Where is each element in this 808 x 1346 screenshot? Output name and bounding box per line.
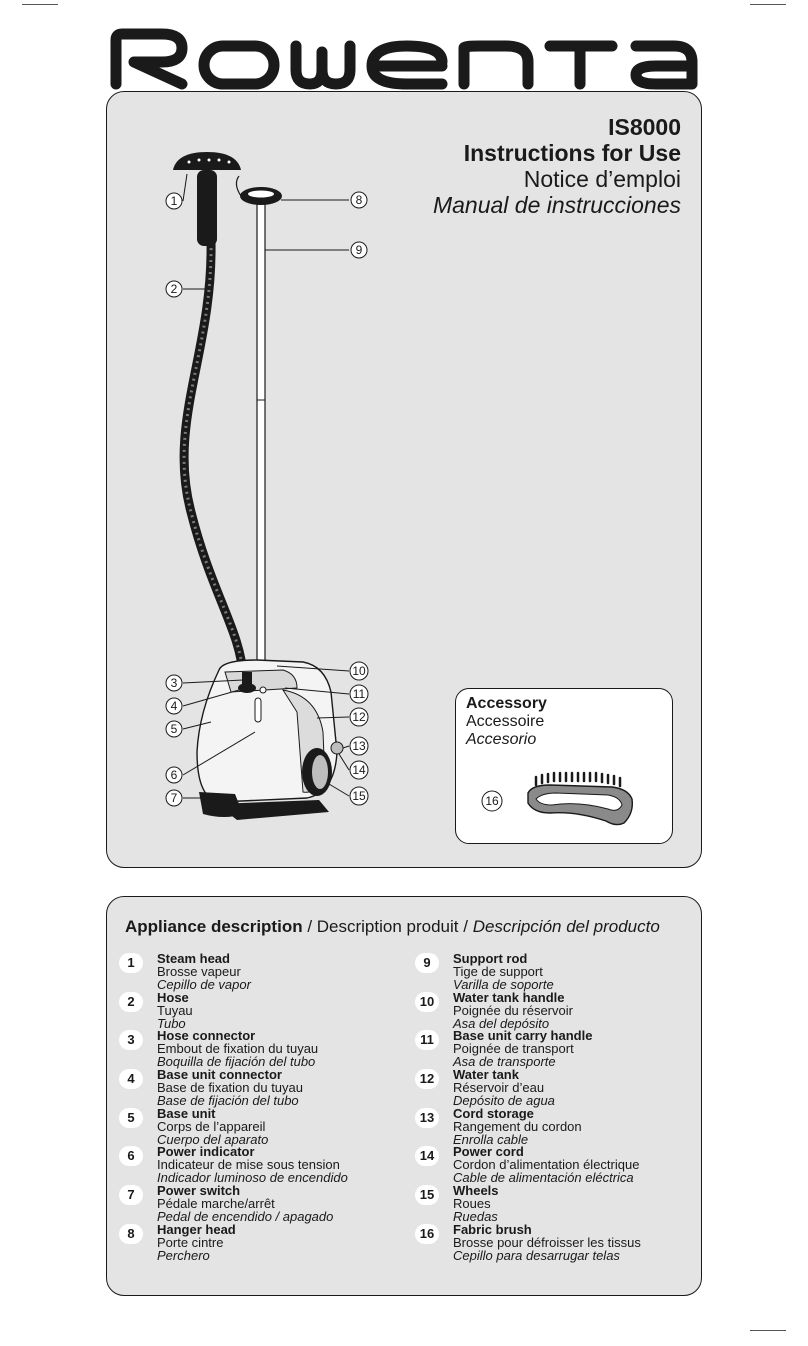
callout-7 bbox=[166, 790, 182, 806]
svg-text:2: 2 bbox=[170, 282, 178, 296]
part-name-fr: Corps de l’appareil bbox=[157, 1118, 266, 1134]
svg-text:16: 16 bbox=[485, 794, 499, 808]
part-name-es: Cuerpo del aparato bbox=[157, 1131, 269, 1147]
part-name-en: Hanger head bbox=[157, 1221, 236, 1237]
part-name-es: Cepillo de vapor bbox=[157, 976, 251, 992]
callout-15 bbox=[350, 787, 368, 805]
part-name-es: Boquilla de fijación del tubo bbox=[157, 1054, 316, 1070]
part-name-fr: Pédale marche/arrêt bbox=[157, 1196, 275, 1212]
part-number: 9 bbox=[415, 953, 439, 973]
part-item-7 bbox=[119, 1185, 389, 1224]
part-name-es: Asa del depósito bbox=[453, 1015, 550, 1031]
svg-text:13: 13 bbox=[352, 739, 366, 753]
svg-text:11: 11 bbox=[352, 687, 366, 701]
part-name-fr: Roues bbox=[453, 1196, 491, 1212]
svg-text:6: 6 bbox=[170, 768, 178, 782]
callout-13 bbox=[350, 737, 368, 755]
part-name-en: Hose bbox=[157, 989, 189, 1005]
part-number: 13 bbox=[415, 1108, 439, 1128]
svg-text:8: 8 bbox=[355, 193, 363, 207]
part-name-fr: Brosse vapeur bbox=[157, 963, 241, 979]
callout-4 bbox=[166, 698, 182, 714]
title-english: Instructions for Use bbox=[463, 140, 681, 166]
part-name-fr: Porte cintre bbox=[157, 1234, 224, 1250]
callout-6 bbox=[166, 767, 182, 783]
hose-drawing bbox=[184, 242, 243, 676]
part-name-fr: Embout de fixation du tuyau bbox=[157, 1041, 319, 1057]
part-number: 7 bbox=[119, 1185, 143, 1205]
crop-mark-top-left bbox=[22, 4, 58, 5]
title-french: Notice d’emploi bbox=[523, 166, 681, 192]
callout-8 bbox=[351, 192, 367, 208]
callout-1 bbox=[166, 193, 182, 209]
part-item-6 bbox=[119, 1146, 389, 1185]
part-name-es: Perchero bbox=[157, 1247, 210, 1263]
svg-text:1: 1 bbox=[170, 194, 178, 208]
part-name-en: Water tank bbox=[453, 1067, 519, 1083]
part-name-fr: Poignée de transport bbox=[453, 1041, 574, 1057]
part-name-fr: Poignée du réservoir bbox=[453, 1002, 573, 1018]
svg-text:5: 5 bbox=[170, 722, 178, 736]
part-number: 16 bbox=[415, 1224, 439, 1244]
part-item-3 bbox=[119, 1030, 389, 1069]
part-name-en: Steam head bbox=[157, 951, 230, 966]
part-number: 1 bbox=[119, 953, 143, 973]
part-name-en: Base unit connector bbox=[157, 1067, 282, 1083]
part-name-en: Power indicator bbox=[157, 1144, 255, 1160]
callout-2 bbox=[166, 281, 182, 297]
hanger-head-top bbox=[248, 191, 274, 198]
model-number: IS8000 bbox=[608, 114, 681, 140]
crop-mark-top-right bbox=[750, 4, 786, 5]
part-item-8 bbox=[119, 1221, 389, 1263]
part-number: 10 bbox=[415, 992, 439, 1012]
part-name-en: Base unit carry handle bbox=[453, 1028, 593, 1044]
part-item-5 bbox=[119, 1105, 389, 1147]
part-name-es: Asa de transporte bbox=[453, 1054, 556, 1070]
svg-text:3: 3 bbox=[170, 676, 178, 690]
svg-text:10: 10 bbox=[352, 664, 366, 678]
accessory-label-fr: Accessoire bbox=[466, 713, 545, 730]
accessory-label-en: Accessory bbox=[466, 695, 547, 712]
parts-list-right bbox=[415, 953, 685, 1263]
svg-text:12: 12 bbox=[352, 710, 366, 724]
part-name-es: Tubo bbox=[157, 1015, 186, 1031]
title-spanish: Manual de instrucciones bbox=[432, 192, 681, 218]
hanger-cord bbox=[236, 176, 241, 196]
hose-connector-drawing bbox=[242, 672, 252, 688]
part-number: 11 bbox=[415, 1030, 439, 1050]
part-name-es: Cable de alimentación eléctrica bbox=[453, 1170, 634, 1186]
svg-text:15: 15 bbox=[352, 789, 366, 803]
part-name-fr: Base de fixation du tuyau bbox=[157, 1079, 303, 1095]
callout-10 bbox=[350, 662, 368, 680]
part-number: 4 bbox=[119, 1069, 143, 1089]
part-number: 12 bbox=[415, 1069, 439, 1089]
part-item-1 bbox=[119, 953, 389, 992]
part-item-10 bbox=[415, 989, 685, 1031]
accessory-box bbox=[455, 688, 673, 844]
parts-list-left bbox=[119, 953, 389, 1263]
part-name-fr: Tige de support bbox=[453, 963, 543, 979]
part-name-fr: Réservoir d’eau bbox=[453, 1079, 545, 1095]
part-name-en: Water tank handle bbox=[453, 989, 565, 1005]
heading-fr: Description produit bbox=[316, 917, 459, 936]
fabric-brush-drawing bbox=[456, 689, 671, 842]
part-item-9 bbox=[415, 953, 685, 992]
part-name-en: Fabric brush bbox=[453, 1221, 532, 1237]
callout-12 bbox=[350, 708, 368, 726]
part-number: 5 bbox=[119, 1108, 143, 1128]
part-name-en: Power cord bbox=[453, 1144, 524, 1160]
part-name-es: Base de fijación del tubo bbox=[157, 1092, 299, 1108]
svg-text:7: 7 bbox=[170, 791, 178, 805]
part-name-fr: Cordon d’alimentation électrique bbox=[453, 1157, 640, 1173]
part-name-fr: Rangement du cordon bbox=[453, 1118, 582, 1134]
heading-separator-1: / bbox=[302, 917, 317, 936]
cover-panel bbox=[106, 91, 702, 868]
accessory-label-es: Accesorio bbox=[466, 731, 537, 748]
part-item-15 bbox=[415, 1185, 685, 1224]
part-item-16 bbox=[415, 1221, 685, 1263]
part-name-en: Support rod bbox=[453, 951, 528, 966]
part-name-es: Varilla de soporte bbox=[453, 976, 554, 992]
part-name-en: Power switch bbox=[157, 1183, 241, 1199]
part-number: 2 bbox=[119, 992, 143, 1012]
steam-head-drawing bbox=[173, 152, 241, 170]
part-name-en: Wheels bbox=[453, 1183, 499, 1199]
part-item-13 bbox=[415, 1105, 685, 1147]
hose-ribs bbox=[184, 242, 243, 676]
part-number: 3 bbox=[119, 1030, 143, 1050]
part-name-fr: Indicateur de mise sous tension bbox=[157, 1157, 340, 1173]
part-number: 14 bbox=[415, 1146, 439, 1166]
callout-5 bbox=[166, 721, 182, 737]
part-number: 8 bbox=[119, 1224, 143, 1244]
part-number: 15 bbox=[415, 1185, 439, 1205]
part-name-en: Cord storage bbox=[453, 1105, 534, 1121]
callout-3 bbox=[166, 675, 182, 691]
part-name-en: Base unit bbox=[157, 1105, 216, 1121]
steam-head-handle bbox=[197, 170, 217, 246]
support-rod-drawing bbox=[257, 200, 265, 668]
part-name-fr: Brosse pour défroisser les tissus bbox=[453, 1234, 641, 1250]
crop-mark-bottom-right bbox=[750, 1330, 786, 1331]
heading-es: Descripción del producto bbox=[472, 917, 660, 936]
part-name-es: Cepillo para desarrugar telas bbox=[453, 1247, 620, 1263]
part-item-14 bbox=[415, 1146, 685, 1185]
svg-text:4: 4 bbox=[170, 699, 178, 713]
part-name-es: Indicador luminoso de encendido bbox=[157, 1170, 348, 1186]
appliance-description-panel bbox=[106, 896, 702, 1296]
heading-en: Appliance description bbox=[125, 917, 303, 936]
brush-bristles bbox=[536, 773, 620, 786]
part-name-es: Enrolla cable bbox=[453, 1131, 529, 1147]
part-number: 6 bbox=[119, 1146, 143, 1166]
part-item-12 bbox=[415, 1069, 685, 1108]
description-heading bbox=[125, 917, 660, 937]
heading-separator-2: / bbox=[458, 917, 473, 936]
part-name-es: Depósito de agua bbox=[453, 1092, 555, 1108]
part-name-fr: Tuyau bbox=[157, 1002, 193, 1018]
part-item-2 bbox=[119, 989, 389, 1031]
part-name-es: Pedal de encendido / apagado bbox=[157, 1208, 334, 1224]
part-name-es: Ruedas bbox=[453, 1208, 498, 1224]
cord-storage-drawing bbox=[331, 742, 343, 754]
tank-handle-drawing bbox=[255, 698, 261, 722]
svg-text:9: 9 bbox=[355, 243, 363, 257]
part-item-4 bbox=[119, 1069, 389, 1108]
svg-text:14: 14 bbox=[352, 763, 366, 777]
wheel-hub bbox=[312, 755, 328, 789]
callout-9 bbox=[351, 242, 367, 258]
power-indicator-drawing bbox=[260, 687, 266, 693]
callout-11 bbox=[350, 685, 368, 703]
callout-14 bbox=[350, 761, 368, 779]
part-name-en: Hose connector bbox=[157, 1028, 256, 1044]
rowenta-logo bbox=[108, 26, 700, 90]
part-item-11 bbox=[415, 1030, 685, 1069]
callout-16 bbox=[482, 791, 502, 811]
